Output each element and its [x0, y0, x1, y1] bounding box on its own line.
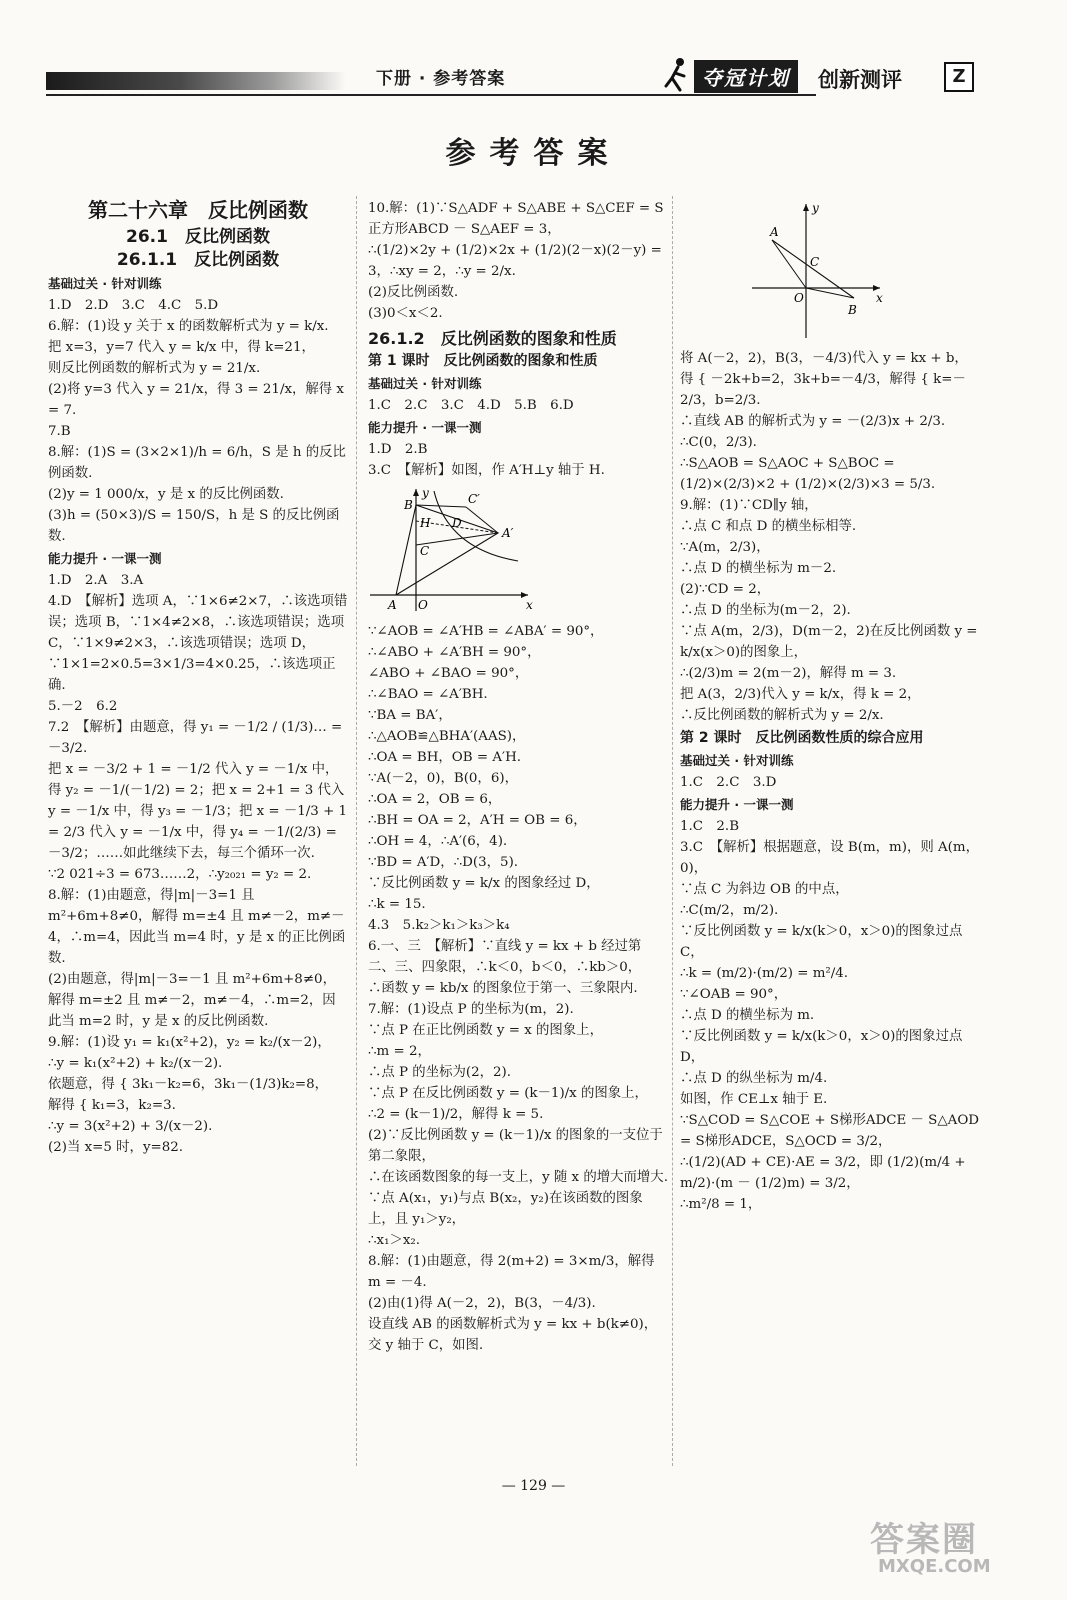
answer-line: 7.解：(1)设点 P 的坐标为(m，2).	[368, 1002, 574, 1017]
column-3	[680, 198, 984, 1215]
answer-line: (2)y = 1 000/x，y 是 x 的反比例函数.	[48, 487, 284, 502]
answer-line: (2)将 y=3 代入 y = 21/x，得 3 = 21/x，解得 x = 7.	[48, 382, 349, 418]
answer-line: 9.解：(1)∵CD∥y 轴，	[680, 498, 818, 513]
answer-line: ∵A(－2，0)，B(0，6)，	[368, 771, 518, 786]
header-band	[46, 72, 346, 90]
answer-line: 5.－2 6.2	[48, 699, 118, 714]
block-heading: 基础过关 · 针对训练	[368, 376, 482, 391]
block-heading: 能力提升 · 一课一测	[680, 797, 794, 812]
figure-rotation-diagram	[368, 485, 538, 615]
answer-line: ∵∠AOB = ∠A′HB = ∠ABA′ = 90°，	[368, 624, 604, 639]
answer-line: 依题意，得 { 3k₁－k₂=6，3k₁－(1/3)k₂=8，	[48, 1077, 328, 1092]
answer-line: ∵反比例函数 y = k/x(k＞0，x＞0)的图象过点 D，	[680, 1029, 967, 1065]
label-c-prime: C′	[468, 492, 480, 506]
answer-line: 6.解：(1)设 y 关于 x 的函数解析式为 y = k/x.	[48, 319, 329, 334]
figure-line-ab	[750, 202, 950, 342]
answer-line: ∴点 P 的坐标为(2，2).	[368, 1065, 512, 1080]
watermark: 答案圈	[870, 1520, 978, 1560]
answer-line: ∴k = (m/2)·(m/2) = m²/4.	[680, 966, 849, 981]
label-c: C	[810, 255, 820, 269]
answer-line: 3.C 【解析】根据题意，设 B(m，m)，则 A(m，0)，	[680, 840, 979, 876]
answer-line: 1.C 2.C 3.C 4.D 5.B 6.D	[368, 398, 574, 413]
answer-line: ∴(1/2)(AD + CE)·AE = 3/2，即 (1/2)(m/4 + m/2)·(m － (1/2)m) = 3/2，	[680, 1155, 970, 1191]
answer-line: 8.解：(1)由题意，得 2(m+2) = 3×m/3，解得 m = －4.	[368, 1254, 659, 1290]
segment-oa	[772, 240, 806, 288]
label-x: x	[526, 598, 533, 612]
section-title: 26.1 反比例函数	[126, 227, 270, 247]
answer-line: ∴点 D 的横坐标为 m.	[680, 1008, 815, 1023]
answer-line: 4.3 5.k₂＞k₁＞k₃＞k₄	[368, 918, 510, 933]
answer-line: 把 A(3，2/3)代入 y = k/x，得 k = 2，	[680, 687, 921, 702]
answer-line: 9.解：(1)设 y₁ = k₁(x²+2)，y₂ = k₂/(x－2)，	[48, 1035, 331, 1050]
runner-logo-icon	[664, 56, 690, 92]
answer-line: 7.B	[48, 424, 71, 439]
answer-line: 如图，作 CE⊥x 轴于 E.	[680, 1092, 828, 1107]
answer-line: (2)由题意，得|m|－3=－1 且 m²+6m+8≠0，解得 m=±2 且 m≠－2，m≠－4，∴m=2，因此当 m=2 时，y 是 x 的反比例函数.	[48, 972, 336, 1029]
answer-line: ∴C(0，2/3).	[680, 435, 757, 450]
answer-line: ∴△AOB≌△BHA′(AAS)，	[368, 729, 526, 744]
answer-line: ∴点 D 的纵坐标为 m/4.	[680, 1071, 828, 1086]
answer-line: 8.解：(1)S = (3×2×1)/h = 6/h，S 是 h 的反比例函数.	[48, 445, 346, 481]
answer-line: ∴反比例函数的解析式为 y = 2/x.	[680, 708, 884, 723]
answer-line: 3.C 【解析】如图，作 A′H⊥y 轴于 H.	[368, 463, 605, 478]
answer-line: 解得 { k₁=3，k₂=3.	[48, 1098, 176, 1113]
answer-line: ∴OH = 4，∴A′(6，4).	[368, 834, 508, 849]
page-number: — 129 —	[501, 1478, 566, 1494]
answer-line: ∴OA = BH，OB = A′H.	[368, 750, 522, 765]
answer-line: ∵S△COD = S△COE + S梯形ADCE － S△AOD = S梯形ADCE，S△OCD = 3/2，	[680, 1113, 984, 1149]
column-1	[48, 198, 352, 1158]
answer-line: 1.D 2.A 3.A	[48, 573, 144, 588]
answer-line: 8.解：(1)由题意，得|m|－3=1 且 m²+6m+8≠0，解得 m=±4 且 m≠－2，m≠－4，∴m=4，因此当 m=4 时，y 是 x 的正比例函数.	[48, 888, 346, 966]
answer-line: ∴OA = 2，OB = 6，	[368, 792, 502, 807]
answer-line: ∵BD = A′D，∴D(3，5).	[368, 855, 519, 870]
answer-line: 4.D 【解析】选项 A，∵1×6≠2×7，∴该选项错误；选项 B，∵1×4≠2×8，∴该选项错误；选项 C，∵1×9≠2×3，∴该选项错误；选项 D，∵1×1=2×0.5=3×1/3=4×0.25，∴该选项正确.	[48, 594, 349, 693]
answer-line: (3)h = (50×3)/S = 150/S，h 是 S 的反比例函数.	[48, 508, 340, 544]
page-title: 参考答案	[445, 136, 622, 171]
answer-line: ∵点 A(x₁，y₁)与点 B(x₂，y₂)在该函数的图象上，且 y₁＞y₂，	[368, 1191, 643, 1227]
answer-line: ∠ABO + ∠BAO = 90°，	[368, 666, 529, 681]
answer-line: 将 A(－2，2)，B(3，－4/3)代入 y = kx + b，	[680, 351, 968, 366]
column-2	[368, 198, 668, 1356]
answer-line: 1.C 2.C 3.D	[680, 775, 777, 790]
block-heading: 基础过关 · 针对训练	[48, 276, 162, 291]
answer-line: ∵反比例函数 y = k/x 的图象经过 D，	[368, 876, 600, 891]
label-o: O	[418, 598, 428, 612]
answer-line: 1.D 2.D 3.C 4.C 5.D	[48, 298, 219, 313]
page-header	[46, 56, 976, 100]
answer-line: (3)0＜x＜2.	[368, 306, 443, 321]
block-heading: 能力提升 · 一课一测	[368, 420, 482, 435]
answer-line: ∴点 D 的坐标为(m－2，2).	[680, 603, 851, 618]
answer-line: ∴BH = OA = 2，A′H = OB = 6，	[368, 813, 587, 828]
lesson-title: 第 2 课时 反比例函数性质的综合应用	[680, 730, 924, 746]
answer-line: 10.解：(1)∵S△ADF + S△ABE + S△CEF = S正方形ABCD － S△AEF = 3，	[368, 201, 664, 237]
block-heading: 能力提升 · 一课一测	[48, 551, 162, 566]
watermark-url: MXQE.COM	[878, 1556, 991, 1577]
answer-line: 6.一、三 【解析】∵直线 y = kx + b 经过第二、三、四象限，∴k＜0，b＜0，∴kb＞0，	[368, 939, 642, 975]
answer-line: 则反比例函数的解析式为 y = 21/x.	[48, 361, 261, 376]
column-divider	[356, 196, 357, 1466]
label-o: O	[794, 291, 804, 305]
label-c: C	[420, 544, 430, 558]
answer-line: (2)由(1)得 A(－2，2)，B(3，－4/3).	[368, 1296, 596, 1311]
answer-line: ∴(2/3)m = 2(m－2)，解得 m = 3.	[680, 666, 897, 681]
answer-line: ∴k = 15.	[368, 897, 426, 912]
answer-line: ∴点 D 的横坐标为 m－2.	[680, 561, 837, 576]
answer-line: ∴2 = (k－1)/2，解得 k = 5.	[368, 1107, 544, 1122]
label-h: H	[420, 516, 431, 530]
label-a-prime: A′	[502, 526, 514, 540]
chapter-title: 第二十六章 反比例函数	[88, 198, 308, 222]
block-heading: 基础过关 · 针对训练	[680, 753, 794, 768]
answer-line: ∴m = 2，	[368, 1044, 431, 1059]
answer-line: ∴x₁＞x₂.	[368, 1233, 421, 1248]
answer-line: ∵BA = BA′，	[368, 708, 452, 723]
segment-bc	[416, 505, 466, 507]
y-axis-arrow	[803, 204, 809, 211]
answer-line: ∵点 P 在反比例函数 y = (k－1)/x 的图象上，	[368, 1086, 648, 1101]
answer-line: ∴直线 AB 的解析式为 y = －(2/3)x + 2/3.	[680, 414, 946, 429]
label-d: D	[452, 516, 462, 530]
answer-line: (2)当 x=5 时，y=82.	[48, 1140, 184, 1155]
subsection-title: 26.1.1 反比例函数	[116, 250, 280, 270]
lesson-title: 第 1 课时 反比例函数的图象和性质	[368, 353, 598, 369]
answer-line: 把 x = －3/2 + 1 = －1/2 代入 y = －1/x 中，得 y₂ = －1/(－1/2) = 2；把 x = 2+1 = 3 代入 y = －1/x 中，得 y₃ = －1/3；把 x = －1/3 + 1 = 2/3 代入 y = －1/x 中，得 y₄ = －1/(2/3) = －3/2；……如此继续下去，每三个循环一次.	[48, 762, 352, 861]
answer-line: (2)∵CD = 2，	[680, 582, 771, 597]
brand-subtitle: 创新测评	[818, 68, 902, 92]
answer-line: ∴(1/2)×2y + (1/2)×2x + (1/2)(2－x)(2－y) = 3，∴xy = 2，∴y = 2/x.	[368, 243, 667, 279]
answer-line: (2)∵反比例函数 y = (k－1)/x 的图象的一支位于第二象限，	[368, 1128, 663, 1164]
answer-line: ∴y = 3(x²+2) + 3/(x－2).	[48, 1119, 213, 1134]
answer-line: ∴∠BAO = ∠A′BH.	[368, 687, 488, 702]
answer-line: ∵点 A(m，2/3)，D(m－2，2)在反比例函数 y = k/x(x＞0)的图象上，	[680, 624, 982, 660]
answer-line: ∴点 C 和点 D 的横坐标相等.	[680, 519, 857, 534]
answer-line: ∴∠ABO + ∠A′BH = 90°，	[368, 645, 541, 660]
label-b: B	[404, 498, 413, 512]
label-x: x	[876, 291, 883, 305]
answer-line: 把 x=3，y=7 代入 y = k/x 中，得 k=21，	[48, 340, 315, 355]
answer-line: ∴函数 y = kb/x 的图象位于第一、三象限内.	[368, 981, 638, 996]
answer-line: (2)反比例函数.	[368, 285, 459, 300]
answer-line: ∴C(m/2，m/2).	[680, 903, 779, 918]
answer-line: 7.2 【解析】由题意，得 y₁ = －1/2 / (1/3)… = －3/2.	[48, 720, 347, 756]
brand-badge: Z	[944, 62, 974, 92]
answer-line: ∵点 P 在正比例函数 y = x 的图象上，	[368, 1023, 603, 1038]
answer-line: ∴S△AOB = S△AOC + S△BOC = (1/2)×(2/3)×2 + (1/2)×(2/3)×3 = 5/3.	[680, 456, 936, 492]
y-axis-arrow	[413, 489, 419, 496]
answer-line: ∵点 C 为斜边 OB 的中点，	[680, 882, 849, 897]
answer-line: 1.C 2.B	[680, 819, 740, 834]
label-a: A	[770, 225, 779, 239]
label-y: y	[422, 486, 429, 500]
answer-line: ∴y = k₁(x²+2) + k₂/(x－2).	[48, 1056, 223, 1071]
label-y: y	[812, 202, 819, 215]
answer-line: ∴m²/8 = 1，	[680, 1197, 762, 1212]
header-section-label: 下册 · 参考答案	[376, 69, 506, 89]
header-rule	[46, 94, 816, 96]
answer-line: ∵反比例函数 y = k/x(k＞0，x＞0)的图象过点 C，	[680, 924, 967, 960]
answer-line: 设直线 AB 的函数解析式为 y = kx + b(k≠0)，交 y 轴于 C，如图.	[368, 1317, 658, 1353]
answer-line: 1.D 2.B	[368, 442, 428, 457]
label-a: A	[388, 598, 397, 612]
answer-line: ∴在该函数图象的每一支上，y 随 x 的增大而增大.	[368, 1170, 668, 1185]
answer-line: ∵A(m，2/3)，	[680, 540, 770, 555]
column-divider	[672, 196, 673, 1466]
label-b: B	[848, 303, 857, 317]
answer-line: 得 { －2k+b=2，3k+b=－4/3，解得 { k=－2/3，b=2/3.	[680, 372, 966, 408]
answer-line: ∵2 021÷3 = 673……2，∴y₂₀₂₁ = y₂ = 2.	[48, 867, 312, 882]
brand-title: 夺冠计划	[694, 60, 798, 93]
answer-line: ∵∠OAB = 90°，	[680, 987, 788, 1002]
subsection-title: 26.1.2 反比例函数的图象和性质	[368, 329, 617, 348]
